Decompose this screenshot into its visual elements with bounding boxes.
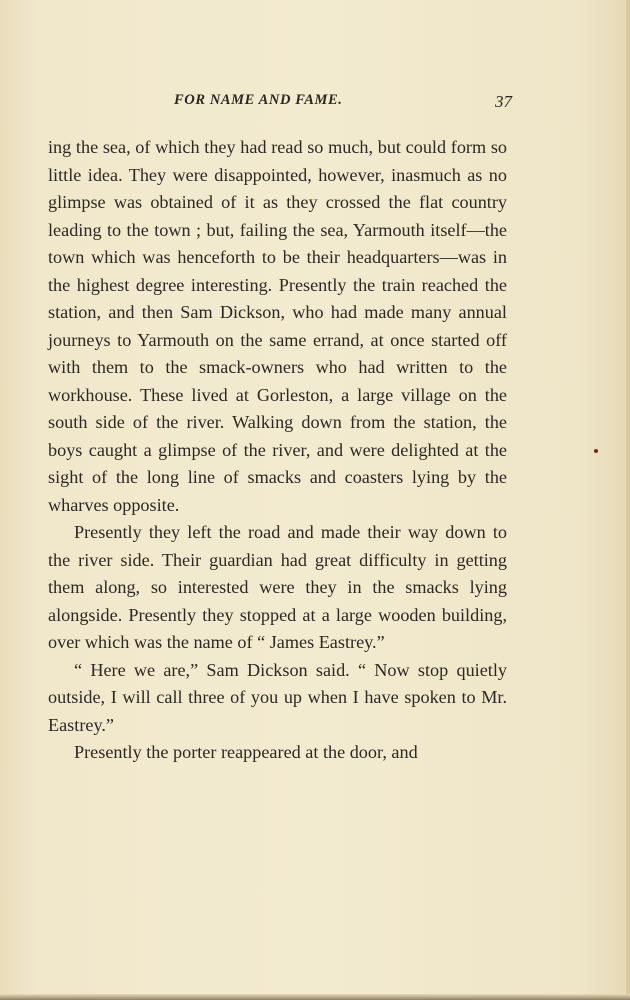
- page-number: 37: [495, 92, 512, 111]
- body-text: [48, 134, 507, 767]
- paragraph-2: Presently they left the road and made their way down to the river side. Their guardian had great difficulty in getting them along, so interested were they in the smacks lying alongside. Presently they stopped at a large wooden building, over which was the name of “ James Eastrey.”: [48, 522, 507, 652]
- running-head: [48, 92, 512, 116]
- page-edge: [626, 0, 630, 1000]
- paragraph-1: ing the sea, of which they had read so much, but could form so little idea. They were disappointed, however, inasmuch as no glimpse was obtained of it as they crossed the flat country leading to the town ; but, failing the sea, Yarmouth itself—the town which was henceforth to be their headquarters—was in the highest degree interesting. Presently the train reached the station, and then Sam Dickson, who had made many annual journeys to Yarmouth on the same errand, at once started off with them to the smack-owners who had written to the workhouse. These lived at Gorleston, a large village on the south side of the river. Walking down from the station, the boys caught a glimpse of the river, and were delighted at the sight of the long line of smacks and coasters lying by the wharves opposite.: [48, 137, 507, 515]
- paragraph-3: “ Here we are,” Sam Dickson said. “ Now stop quietly outside, I will call three of you up when I have spoken to Mr. Eastrey.”: [48, 659, 507, 735]
- paragraph-4: Presently the porter reappeared at the door, and: [74, 742, 418, 762]
- running-title: FOR NAME AND FAME.: [174, 92, 343, 108]
- page-bottom-edge: [0, 994, 630, 1000]
- margin-mark: [594, 449, 598, 453]
